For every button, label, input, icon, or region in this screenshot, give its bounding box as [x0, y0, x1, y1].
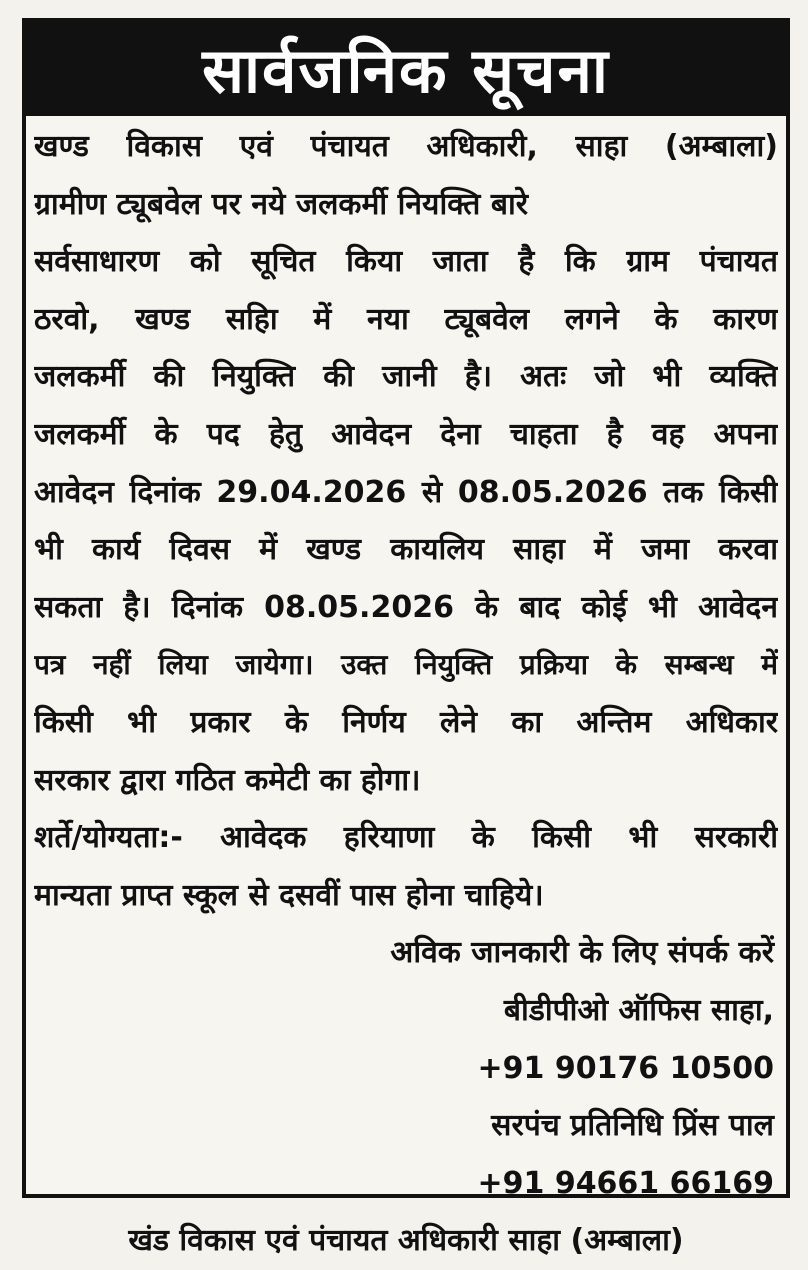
contact-representative-phone: +91 94661 66169 — [477, 1165, 774, 1201]
body-line: सर्वसाधारण को सूचित किया जाता है कि ग्राम पंचायत — [34, 244, 778, 280]
contact-representative: सरपंच प्रतिनिधि प्रिंस पाल — [491, 1108, 774, 1144]
contact-heading: अविक जानकारी के लिए संपर्क करें — [390, 935, 774, 971]
body-line: ठरवो, खण्ड सहिा में नया ट्यूबवेल लगने के कारण — [34, 301, 778, 337]
eligibility-line: मान्यता प्राप्त स्कूल से दसवीं पास होना चाहिये। — [34, 877, 544, 913]
contact-office-phone: +91 90176 10500 — [477, 1050, 774, 1086]
body-line: जलकर्मी की नियुक्ति की जानी है। अतः जो भी व्यक्ति — [34, 359, 778, 395]
notice-title: सार्वजनिक सूचना — [26, 22, 786, 116]
body-line: किसी भी प्रकार के निर्णय लेने का अन्तिम अधिकार — [34, 704, 778, 740]
notice-subheading: खण्ड विकास एवं पंचायत अधिकारी, साहा (अम्बाला) — [34, 129, 778, 164]
body-line: जलकर्मी के पद हेतु आवेदन देना चाहता है वह अपना — [34, 416, 778, 452]
notice-subject: ग्रामीण ट्यूबवेल पर नये जलकर्मी नियक्ति बारे — [34, 186, 529, 222]
notice-footer: खंड विकास एवं पंचायत अधिकारी साहा (अम्बाला) — [128, 1223, 684, 1259]
contact-office: बीडीपीओ ऑफिस साहा, — [503, 992, 774, 1028]
body-line: भी कार्य दिवस में खण्ड कायलिय साहा में जमा करवा — [34, 532, 778, 568]
body-line: सकता है। दिनांक 08.05.2026 के बाद कोई भी आवेदन — [34, 589, 778, 625]
body-line: पत्र नहीं लिया जायेगा। उक्त नियुक्ति प्रक्रिया के सम्बन्ध में — [34, 648, 778, 682]
public-notice — [22, 18, 790, 1259]
eligibility-line: शर्ते/योग्यता:- आवेदक हरियाणा के किसी भी सरकारी — [34, 820, 778, 856]
body-line: सरकार द्वारा गठित कमेटी का होगा। — [34, 762, 421, 798]
notice-content — [26, 116, 786, 1270]
body-line: आवेदन दिनांक 29.04.2026 से 08.05.2026 तक किसी — [34, 474, 778, 510]
